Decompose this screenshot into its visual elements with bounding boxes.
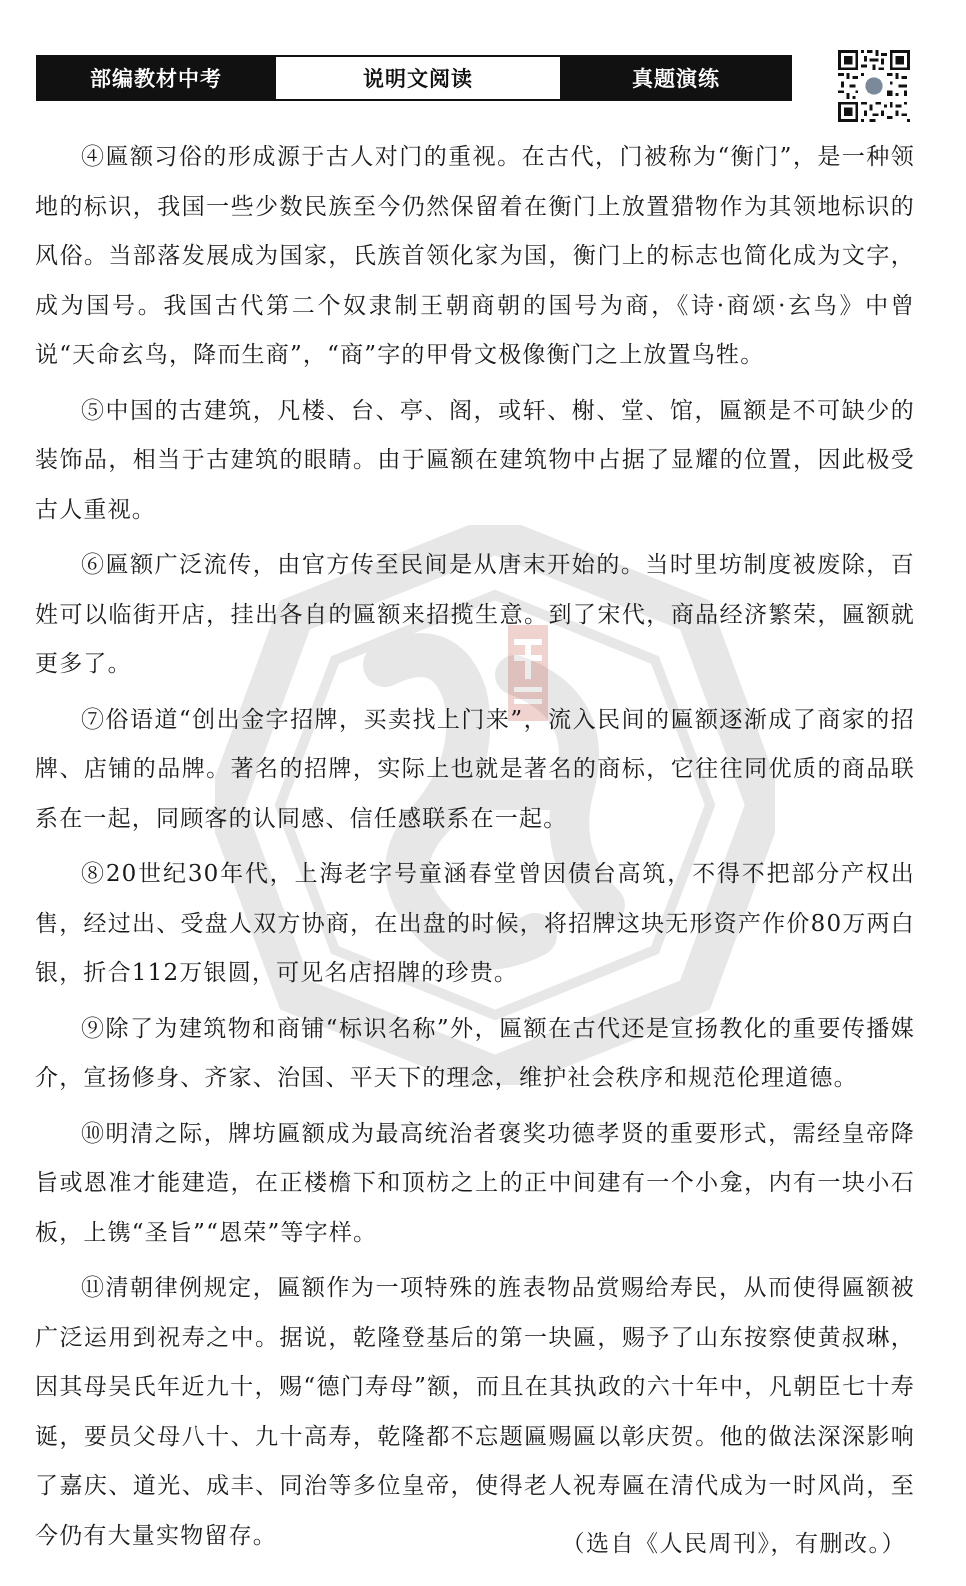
paragraph-10: ⑩明清之际，牌坊匾额成为最高统治者褒奖功德孝贤的重要形式，需经皇帝降旨或恩准才能建造，在正楼檐下和顶枋之上的正中间建有一个小龛，内有一块小石板，上镌“圣旨”“恩荣”等字样。	[35, 1120, 915, 1246]
paragraph-11: ⑪清朝律例规定，匾额作为一项特殊的旌表物品赏赐给寿民，从而使得匾额被广泛运用到祝寿之中。据说，乾隆登基后的第一块匾，赐予了山东按察使黄叔琳，因其母吴氏年近九十，赐“德门寿母”额，而且在其执政的六十年中，凡朝臣七十寿诞，要员父母八十、九十高寿，乾隆都不忘题匾赐匾以彰庆贺。他的做法深深影响了嘉庆、道光、成丰、同治等多位皇帝，使得老人祝寿匾在清代成为一时风尚，至今仍有大量实物留存。	[35, 1275, 915, 1549]
header-center-label: 说明文阅读	[274, 57, 562, 99]
paragraph-9: ⑨除了为建筑物和商铺“标识名称”外，匾额在古代还是宣扬教化的重要传播媒介，宣扬修身、齐家、治国、平天下的理念，维护社会秩序和规范伦理道德。	[35, 1015, 915, 1091]
qr-code-icon[interactable]	[838, 50, 910, 122]
paragraph-5: ⑤中国的古建筑，凡楼、台、亭、阁，或轩、榭、堂、馆，匾额是不可缺少的装饰品，相当于古建筑的眼睛。由于匾额在建筑物中占据了显耀的位置，因此极受古人重视。	[35, 397, 915, 523]
article-body	[35, 133, 915, 1567]
header-right-label: 真题演练	[562, 57, 790, 99]
paragraph-7: ⑦俗语道“创出金字招牌，买卖找上门来”，流入民间的匾额逐渐成了商家的招牌、店铺的品牌。著名的招牌，实际上也就是著名的商标，它往往同优质的商品联系在一起，同顾客的认同感、信任感联系在一起。	[35, 706, 915, 832]
paragraph-6: ⑥匾额广泛流传，由官方传至民间是从唐末开始的。当时里坊制度被废除，百姓可以临街开店，挂出各自的匾额来招揽生意。到了宋代，商品经济繁荣，匾额就更多了。	[35, 552, 915, 677]
paragraph-8: ⑧20世纪30年代，上海老字号童涵春堂曾因债台高筑，不得不把部分产权出售，经过出、受盘人双方协商，在出盘的时候，将招牌这块无形资产作价80万两白银，折合112万银圆，可见名店招牌的珍贵。	[35, 861, 915, 986]
source-citation: （选自《人民周刊》，有删改。）	[561, 1531, 906, 1557]
header-left-label: 部编教材中考	[38, 57, 274, 99]
header-banner	[36, 55, 792, 101]
paragraph-4: ④匾额习俗的形成源于古人对门的重视。在古代，门被称为“衡门”，是一种领地的标识，我国一些少数民族至今仍然保留着在衡门上放置猎物作为其领地标识的风俗。当部落发展成为国家，氏族首领化家为国，衡门上的标志也简化成为文字，成为国号。我国古代第二个奴隶制王朝商朝的国号为商，《诗·商颂·玄鸟》中曾说“天命玄鸟，降而生商”，“商”字的甲骨文极像衡门之上放置鸟牲。	[35, 144, 915, 368]
